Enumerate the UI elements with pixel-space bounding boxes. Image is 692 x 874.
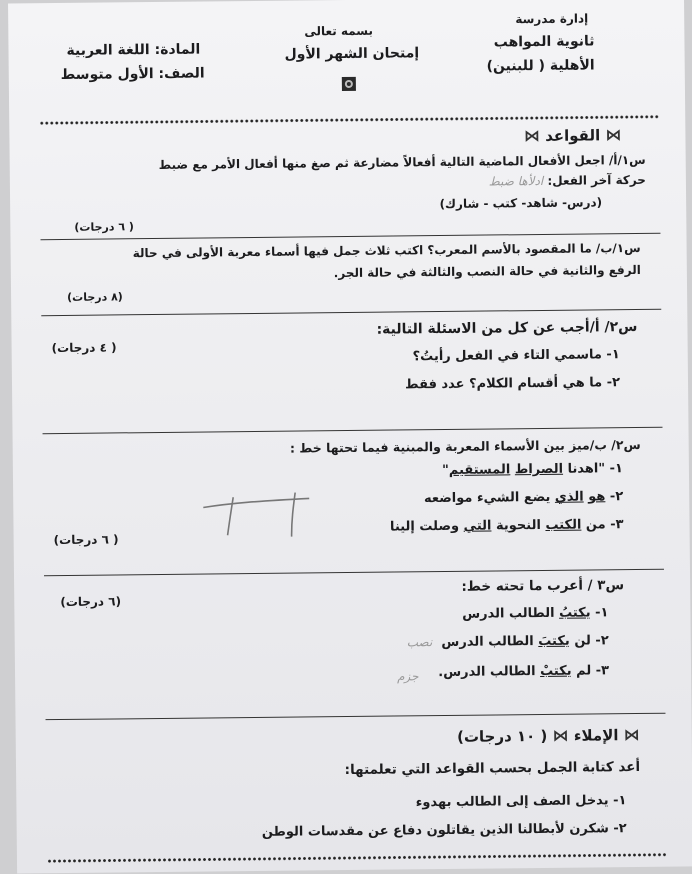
header-divider [39,115,659,125]
pen-mark [199,484,320,541]
school-admin: إدارة مدرسة [515,11,589,27]
handwriting: نصب [406,635,433,650]
q2a-grade: ( ٤ درجات) [51,340,117,356]
exam-title: إمتحان الشهر الأول [284,45,420,63]
q2b-item-2: ٢- هو الذي يضع الشيء مواضعه [423,489,624,507]
dictation-item-2: ٢- شكرن لأبطالنا الذين يقاتلون دفاع عن مقدسات الوطن [261,821,627,840]
grade-level: الصف: الأول متوسط [60,65,205,83]
q2a-item-2: ٢- ما هي أقسام الكلام؟ عدد فقط [405,375,621,393]
q2a-title: س٢/ أ/أجب عن كل من الاسئلة التالية: [376,318,638,338]
bow-icon: ⋈ [552,725,569,745]
handwriting: جزم [397,669,419,684]
bow-icon: ⋈ [523,125,541,146]
footer-divider [47,853,667,863]
exam-sheet [8,0,692,873]
q1a-verbs: (درس- شاهد- كتب - شارك) [439,195,603,212]
divider [43,427,663,434]
dictation-item-1: ١- يدخل الصف إلى الطالب بهدوء [415,793,627,811]
q3-item-2: ٢- لن يكتبَ الطالب الدرس [441,633,609,651]
bow-icon: ⋈ [623,724,640,745]
q1b-grade: (٨ درجات) [67,290,123,304]
handwriting: ادلأها ضبط [488,173,544,189]
divider [41,309,661,316]
q1b-text: س١/ب/ ما المقصود بالأسم المعرب؟ اكتب ثلاث جمل فيها أسماء معربة الأولى في حالة [132,240,641,261]
divider [40,233,660,240]
q1a-grade: ( ٦ درجات) [74,220,134,234]
q2b-item-3: ٣- من الكتب النحوية التي وصلت إلينا [389,517,624,535]
q2b-grade: ( ٦ درجات) [53,532,119,548]
divider [44,569,664,576]
q2a-item-1: ١- ماسمي التاء في الفعل رأيتُ؟ [412,347,620,365]
q3-item-3: ٣- لم يكتبْ الطالب الدرس. [438,663,610,681]
school-type: الأهلية ( للبنين) [486,57,595,75]
grammar-section-title: ⋈ القواعد ⋈ [523,125,622,146]
dictation-instruction: أعد كتابة الجمل بحسب القواعد التي تعلمتها: [344,758,641,779]
q2b-title: س٢/ ب/ميز بين الأسماء المعربة والمبنية فيما تحتها خط : [289,436,641,456]
school-name: ثانوية المواهب [493,33,595,51]
q1a-text-2: حركة آخر الفعل: ادلأها ضبط [488,172,646,189]
q3-title: س٣ / أعرب ما تحته خط: [461,577,625,595]
basmala: بسمه تعالى [304,23,374,39]
dictation-section-title: ⋈ الإملاء ⋈ ( ١٠ درجات) [456,724,640,746]
subject: المادة: اللغة العربية [66,41,201,59]
bow-icon: ⋈ [605,125,622,145]
divider [46,713,666,720]
q1b-text-2: الرفع والثانية في حالة النصب والثالثة في حالة الجر. [333,262,641,281]
q2b-item-1: ١- "اهدنا الصراط المستقيم" [441,461,624,479]
q3-item-1: ١- يكتبُ الطالب الدرس [462,605,609,622]
q1a-text: س١/أ/ اجعل الأفعال الماضية التالية أفعالاً مضارعة ثم صغ منها أفعال الأمر مع ضبط [158,152,646,172]
school-logo [341,76,357,92]
q3-grade: (٦ درجات) [60,594,122,610]
